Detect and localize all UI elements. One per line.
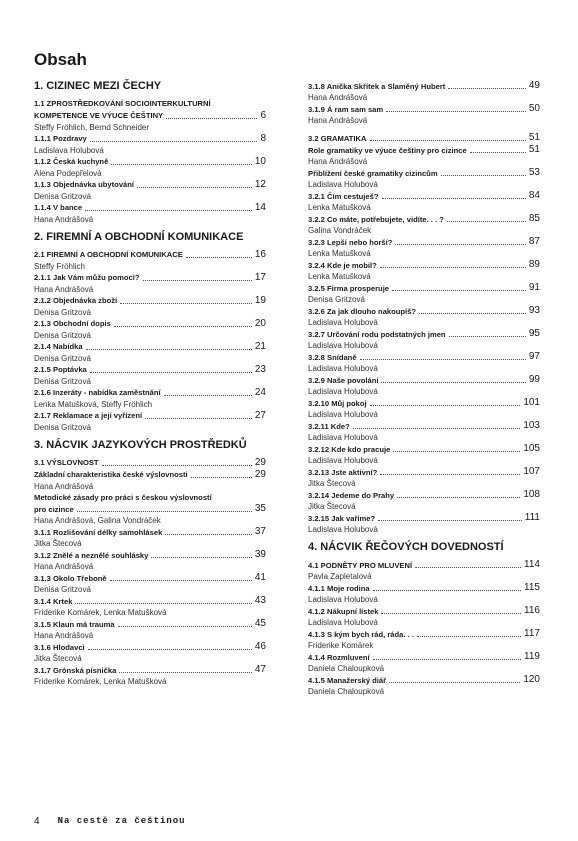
toc-entry[interactable] (34, 156, 266, 179)
toc-entry[interactable] (34, 410, 266, 433)
leader-dots (111, 164, 252, 165)
entry-author: Ladislava Holubová (308, 180, 378, 189)
leader-dots (448, 88, 526, 89)
leader-dots (397, 497, 520, 498)
entry-author: Hana Andrášová (34, 481, 94, 491)
entry-title: 3.2.10 Můj pokoj (308, 398, 367, 408)
leader-dots (373, 590, 521, 591)
toc-entry[interactable] (308, 351, 540, 374)
entry-title: 3.1.9 Á ram sam sam (308, 104, 384, 114)
entry-page: 117 (524, 628, 540, 639)
entry-page: 47 (254, 664, 266, 675)
leader-dots (145, 418, 252, 419)
toc-entry[interactable] (308, 420, 540, 443)
entry-page: 24 (254, 386, 266, 398)
entry-page: 50 (528, 103, 540, 114)
entry-author: Lenka Matušková, Steffy Fröhlich (34, 399, 153, 409)
leader-dots (186, 257, 252, 258)
entry-page: 14 (254, 201, 266, 213)
entry-title: 4.1.4 Rozmluvení (308, 652, 370, 662)
leader-dots (85, 210, 252, 211)
entry-title: Základní charakteristika české výslovnosti (34, 470, 188, 479)
leader-dots (151, 557, 251, 558)
entry-title: 1.1.2 Česká kuchyně (34, 157, 109, 166)
entry-title: 3.2.13 Jste aktivní? (308, 467, 378, 477)
leader-dots (143, 280, 252, 281)
entry-page: 85 (528, 213, 540, 224)
toc-entry[interactable] (308, 628, 540, 651)
entry-author: Ladislava Holubová (308, 433, 378, 442)
toc-entry[interactable] (34, 110, 266, 133)
toc-entry[interactable] (308, 144, 540, 167)
entry-page: 35 (254, 503, 266, 514)
entry-title: 2.1.3 Obchodní dopis (34, 319, 111, 328)
toc-left-column (34, 80, 266, 687)
toc-entry[interactable] (34, 549, 266, 572)
entry-author: Denisa Gritzová (34, 353, 91, 363)
entry-author: Denisa Gritzová (34, 376, 91, 386)
entry-title: 3.1.2 Znělé a neznělé souhlásky (34, 550, 149, 560)
toc-entry[interactable] (34, 318, 266, 341)
entry-page: 10 (254, 155, 266, 167)
entry-title: 4.1.3 S kým bych rád, ráda. . . (308, 629, 414, 639)
entry-author: Ladislava Holubová (308, 618, 378, 627)
entry-page: 6 (260, 109, 266, 121)
toc-entry[interactable] (308, 259, 540, 282)
toc-entry[interactable] (34, 202, 266, 225)
entry-title: 3.2.11 Kde? (308, 421, 350, 431)
toc-entry[interactable] (34, 295, 266, 318)
entry-author: Hana Andrášová (34, 284, 94, 294)
entry-title: 3.2.8 Snídaně (308, 352, 357, 362)
entry-title: 3.2.3 Lepší nebo horší? (308, 237, 393, 247)
toc-entry[interactable] (308, 305, 540, 328)
entry-page: 23 (254, 363, 266, 375)
entry-page: 91 (528, 282, 540, 293)
entry-title: 2.1.6 Inzeráty - nabídka zaměstnání (34, 388, 161, 397)
entry-author: Hana Andrášová (308, 157, 368, 166)
leader-dots (370, 405, 521, 406)
entry-title: 2.1 FIREMNÍ A OBCHODNÍ KOMUNIKACE (34, 250, 183, 259)
entry-author: Ladislava Holubová (308, 410, 378, 419)
entry-author: Hana Andrášová (34, 562, 94, 571)
entry-title: pro cizince (34, 504, 74, 514)
entry-author: Ladislava Holubová (308, 525, 378, 534)
entry-title: 2.1.4 Nabídka (34, 342, 83, 351)
entry-author: Ladislava Holubová (308, 456, 378, 465)
entry-page: 105 (523, 443, 540, 454)
leader-dots (449, 336, 526, 337)
entry-title: 3.2.2 Co máte, potřebujete, vidíte. . . ? (308, 214, 444, 224)
entry-author: Steffy Fröhlich, Bernd Schneider (34, 122, 150, 132)
entry-page: 29 (254, 468, 266, 480)
entry-author: Steffy Fröhlich (34, 261, 85, 271)
leader-dots (118, 626, 252, 627)
entry-author: Hana Andrášová (308, 93, 368, 102)
leader-dots (395, 244, 525, 245)
entry-title: 2.1.2 Objednávka zboží (34, 296, 118, 305)
entry-author: Ladislava Holubová (308, 364, 378, 373)
toc-entry[interactable] (308, 132, 540, 144)
entry-title: 3.2 GRAMATIKA (308, 133, 367, 143)
entry-author: Daniela Chaloupková (308, 664, 385, 673)
entry-title: 1.1.4 V bance (34, 203, 83, 212)
toc-entry[interactable] (308, 512, 540, 535)
toc-entry[interactable] (34, 572, 266, 595)
toc-entry[interactable] (308, 582, 540, 605)
toc-entry[interactable] (34, 341, 266, 364)
entry-title: 3.2.15 Jak vaříme? (308, 513, 376, 523)
leader-dots (382, 198, 526, 199)
entry-author: Ladislava Holubová (308, 318, 378, 327)
toc-entry[interactable] (308, 80, 540, 103)
toc-entry[interactable] (34, 618, 266, 641)
leader-dots (90, 372, 252, 373)
entry-title: 3.2.6 Za jak dlouho nakoupíš? (308, 306, 417, 316)
toc-entry[interactable] (308, 605, 540, 628)
entry-page: 16 (254, 248, 266, 260)
entry-title: 4.1.5 Manažerský diář (308, 675, 387, 685)
entry-title: 3.1.1 Rozlišování délky samohlásek (34, 527, 163, 537)
entry-title: 3.2.4 Kde je mobil? (308, 260, 377, 270)
toc-entry[interactable] (34, 595, 266, 618)
leader-dots (381, 382, 525, 383)
leader-dots (164, 395, 252, 396)
toc-entry[interactable] (34, 179, 266, 202)
leader-dots (137, 187, 252, 188)
leader-dots (360, 359, 526, 360)
toc-entry[interactable] (34, 457, 266, 469)
entry-page: 93 (528, 305, 540, 316)
entry-title: 3.2.12 Kde kdo pracuje (308, 444, 391, 454)
book-title: Na cestě za češtinou (57, 816, 186, 826)
entry-page: 95 (528, 328, 540, 339)
entry-author: Lenka Matušková (308, 249, 371, 258)
entry-author: Hana Andrášová, Galina Vondráček (34, 516, 161, 525)
toc-entry[interactable] (34, 387, 266, 410)
leader-dots (114, 326, 252, 327)
entry-page: 39 (254, 549, 266, 560)
entry-page: 89 (528, 259, 540, 270)
entry-title: 3.1.8 Anička Skřítek a Slaměný Hubert (308, 81, 446, 91)
leader-dots (447, 221, 526, 222)
entry-author: Alena Podepřelová (34, 168, 102, 178)
entry-author: Galina Vondráček (308, 226, 372, 235)
toc-entry[interactable] (308, 213, 540, 236)
toc-entry[interactable] (34, 526, 266, 549)
entry-title: Přiblížení české gramatiky cizincům (308, 168, 438, 178)
entry-title: 4.1 PODNĚTY PRO MLUVENÍ (308, 560, 413, 570)
leader-dots (393, 451, 520, 452)
entry-page: 53 (528, 167, 540, 178)
entry-author: Denisa Gritzová (34, 585, 91, 594)
entry-author: Jitka Štecová (308, 502, 356, 511)
entry-page: 21 (254, 340, 266, 352)
entry-author: Jitka Štecová (34, 539, 82, 548)
entry-page: 51 (528, 144, 540, 155)
entry-page: 84 (528, 190, 540, 201)
entry-author: Hana Andrášová (34, 214, 94, 224)
entry-page: 20 (254, 317, 266, 329)
entry-page: 12 (254, 178, 266, 190)
entry-page: 51 (528, 132, 540, 143)
entry-page: 46 (254, 641, 266, 652)
toc-entry[interactable] (34, 664, 266, 687)
leader-dots (110, 580, 252, 581)
leader-dots (441, 175, 526, 176)
entry-author: Denisa Gritzová (34, 422, 91, 432)
leader-dots (417, 636, 521, 637)
leader-dots (86, 349, 252, 350)
entry-page: 99 (528, 374, 540, 385)
leader-dots (392, 290, 526, 291)
entry-author: Hana Andrášová (308, 116, 368, 125)
entry-title: 3.1.6 Hlodavci (34, 642, 85, 652)
entry-page: 114 (524, 559, 540, 570)
entry-author: Jitka Štecová (34, 654, 82, 663)
toc-entry[interactable] (34, 469, 266, 492)
leader-dots (191, 477, 252, 478)
leader-dots (353, 428, 521, 429)
leader-dots (415, 567, 521, 568)
entry-page: 37 (254, 526, 266, 537)
leader-dots (75, 603, 251, 604)
leader-dots (166, 118, 257, 119)
entry-title: 3.2.5 Firma prosperuje (308, 283, 390, 293)
entry-page: 17 (254, 271, 266, 283)
entry-title: 2.1.5 Poptávka (34, 365, 87, 374)
entry-author: Denisa Gritzová (34, 191, 91, 201)
section-heading: 4. NÁCVIK ŘEČOVÝCH DOVEDNOSTÍ (308, 541, 504, 553)
entry-title: 3.1.3 Okolo Třeboně (34, 573, 107, 583)
leader-dots (119, 672, 252, 673)
leader-dots (386, 111, 526, 112)
entry-page: 27 (254, 409, 266, 421)
page-footer (34, 816, 186, 827)
entry-author: Ladislava Holubová (308, 341, 378, 350)
entry-title: 4.1.2 Nákupní lístek (308, 606, 379, 616)
entry-title: KOMPETENCE VE VÝUCE ČEŠTINY (34, 111, 164, 120)
leader-dots (77, 511, 252, 512)
entry-page: 103 (523, 420, 540, 431)
entry-author: Daniela Chaloupková (308, 687, 385, 696)
leader-dots (373, 659, 521, 660)
toc-entry[interactable] (308, 190, 540, 213)
entry-page: 43 (254, 595, 266, 606)
toc-entry[interactable] (34, 249, 266, 272)
leader-dots (370, 140, 526, 141)
section-heading: 3. NÁCVIK JAZYKOVÝCH PROSTŘEDKŮ (34, 438, 247, 451)
toc-entry[interactable] (34, 364, 266, 387)
page-number: 4 (34, 816, 40, 827)
entry-title: 1.1 ZPROSTŘEDKOVÁNÍ SOCIOINTERKULTURNÍ (34, 99, 211, 108)
entry-title: 1.1.1 Pozdravy (34, 134, 87, 143)
entry-author: Friderike Komárek (308, 641, 374, 650)
entry-title: 3.1.4 Krtek (34, 596, 73, 606)
toc-entry[interactable] (308, 674, 540, 697)
toc-entry[interactable] (308, 397, 540, 420)
entry-title: 3.1 VÝSLOVNOST (34, 458, 99, 467)
entry-page: 119 (524, 651, 540, 662)
entry-title: Role gramatiky ve výuce češtiny pro cizince (308, 145, 467, 155)
entry-title: 3.2.1 Čím cestuješ? (308, 191, 379, 201)
entry-page: 97 (528, 351, 540, 362)
entry-author: Denisa Gritzová (308, 295, 365, 304)
entry-author: Ladislava Holubová (34, 145, 104, 155)
toc-entry[interactable] (34, 98, 266, 110)
entry-title: 3.2.9 Naše povolání (308, 375, 379, 385)
entry-title: 3.2.14 Jedeme do Prahy (308, 490, 395, 500)
leader-dots (381, 613, 521, 614)
entry-page: 116 (524, 605, 540, 616)
entry-author: Hana Andrášová (34, 631, 94, 640)
entry-page: 87 (528, 236, 540, 247)
toc-entry[interactable] (308, 328, 540, 351)
entry-page: 49 (528, 80, 540, 91)
entry-title: 3.2.7 Určování rodu podstatných jmen (308, 329, 446, 339)
leader-dots (380, 267, 526, 268)
entry-page: 45 (254, 618, 266, 629)
entry-page: 41 (254, 572, 266, 583)
toc-entry[interactable] (308, 443, 540, 466)
entry-author: Denisa Gritzová (34, 330, 91, 340)
entry-author: Pavla Zapletalová (308, 572, 372, 581)
entry-author: Ladislava Holubová (308, 595, 378, 604)
entry-page: 107 (523, 466, 540, 477)
entry-author: Ladislava Holubová (308, 387, 378, 396)
entry-title: 3.1.5 Klaun má trauma (34, 619, 115, 629)
toc-entry[interactable] (308, 236, 540, 259)
leader-dots (165, 534, 252, 535)
leader-dots (102, 465, 252, 466)
leader-dots (88, 649, 252, 650)
entry-page: 29 (254, 456, 266, 468)
toc-entry[interactable] (308, 282, 540, 305)
toc-entry[interactable] (308, 103, 540, 126)
leader-dots (389, 682, 520, 683)
toc-entry[interactable] (308, 651, 540, 674)
entry-title: Metodické zásady pro práci s českou výslovností (34, 492, 212, 502)
toc-entry[interactable] (308, 374, 540, 397)
section-heading: 1. CIZINEC MEZI ČECHY (34, 80, 162, 92)
leader-dots (470, 152, 526, 153)
leader-dots (120, 303, 252, 304)
leader-dots (380, 474, 520, 475)
toc-entry[interactable] (34, 133, 266, 156)
entry-author: Friderike Komárek, Lenka Matušková (34, 608, 167, 617)
entry-page: 19 (254, 294, 266, 306)
entry-title: 2.1.7 Reklamace a její vyřízení (34, 411, 143, 420)
entry-page: 8 (260, 132, 266, 144)
toc-entry[interactable] (308, 167, 540, 190)
toc-entry[interactable] (308, 466, 540, 489)
entry-title: 1.1.3 Objednávka ubytování (34, 180, 135, 189)
entry-title: 2.1.1 Jak Vám můžu pomoci? (34, 273, 140, 282)
toc-entry[interactable] (34, 641, 266, 664)
toc-entry[interactable] (34, 272, 266, 295)
entry-author: Friderike Komárek, Lenka Matušková (34, 677, 167, 686)
entry-page: 101 (523, 397, 540, 408)
entry-page: 120 (523, 674, 540, 685)
toc-entry[interactable] (34, 492, 266, 504)
toc-entry[interactable] (34, 503, 266, 526)
toc-right-column (308, 80, 540, 697)
entry-page: 115 (524, 582, 540, 593)
entry-author: Denisa Gritzová (34, 307, 91, 317)
toc-entry[interactable] (308, 489, 540, 512)
leader-dots (378, 520, 522, 521)
entry-title: 4.1.1 Moje rodina (308, 583, 370, 593)
page-title: Obsah (34, 50, 87, 69)
entry-page: 111 (524, 512, 540, 523)
entry-author: Lenka Matušková (308, 203, 371, 212)
section-heading: 2. FIREMNÍ A OBCHODNÍ KOMUNIKACE (34, 230, 244, 243)
toc-entry[interactable] (308, 559, 540, 582)
entry-title: 3.1.7 Grónská písnička (34, 665, 117, 675)
entry-author: Lenka Matušková (308, 272, 371, 281)
leader-dots (90, 141, 258, 142)
entry-page: 108 (523, 489, 540, 500)
leader-dots (419, 313, 526, 314)
entry-author: Jitka Štecová (308, 479, 356, 488)
